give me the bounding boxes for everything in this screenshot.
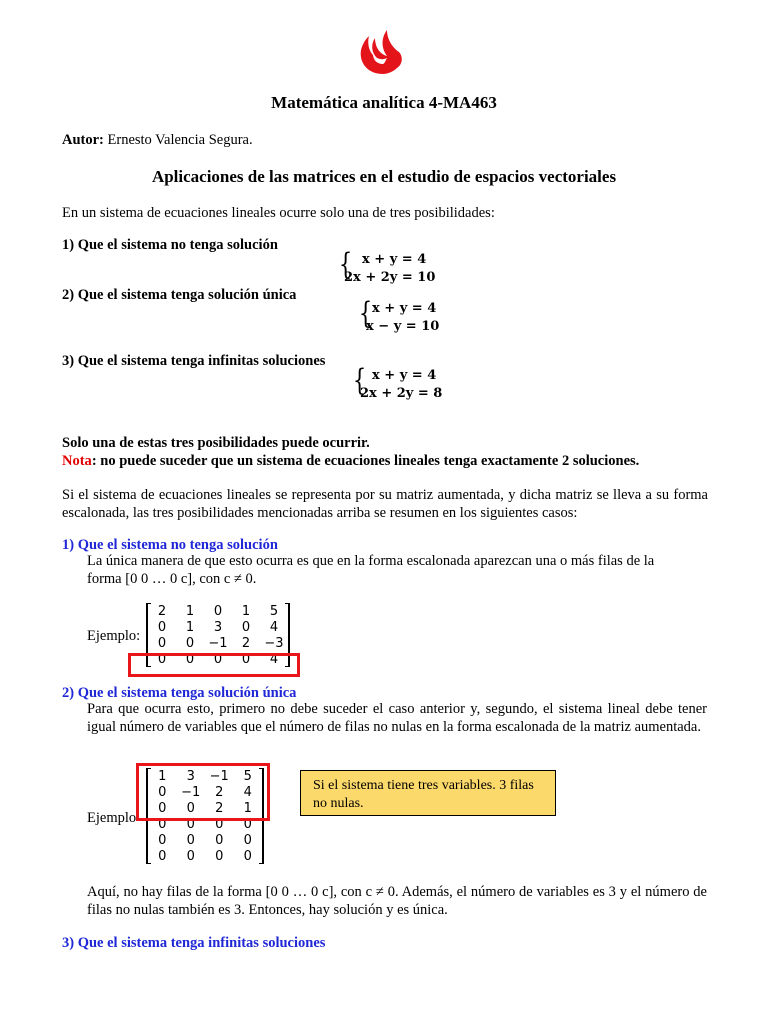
matrix-cell: 1 [243,800,252,816]
eq: x + y = 4 [372,301,437,316]
matrix-cell: 0 [186,848,195,864]
matrix-cell: 2 [215,800,224,816]
matrix-cell: −1 [208,635,228,651]
matrix-cell: 0 [158,816,167,832]
author-name: Ernesto Valencia Segura. [107,132,253,148]
nota-text: : no puede suceder que un sistema de ecuaciones lineales tenga exactamente 2 soluciones. [91,453,640,469]
matrix-cell: 0 [243,816,252,832]
matrix-cell: 0 [213,651,223,667]
matrix-row [148,619,288,635]
matrix-row [148,635,288,651]
matrix-cell: 0 [157,651,167,667]
note-box: Si el sistema tiene tres variables. 3 filas no nulas. [300,770,556,816]
matrix-cell: 3 [186,768,195,784]
section-2-heading: 2) Que el sistema tenga solución única [62,685,297,701]
eq: x + y = 4 [372,368,437,383]
matrix-cell: 0 [215,816,224,832]
author-line [62,131,253,149]
section-1-line: La única manera de que esto ocurra es que en la forma escalonada aparezcan una o más filas de la [87,553,655,569]
matrix-row [148,603,288,619]
matrix-cell: 0 [243,832,252,848]
matrix-cell: 0 [158,784,167,800]
case-3-label: 3) Que el sistema tenga infinitas soluciones [62,353,326,369]
nota-label: Nota [62,453,92,469]
eq: 2x + 2y = 10 [344,270,436,285]
matrix-cell: 4 [269,651,279,667]
matrix-row [148,848,262,864]
matrix-cell: 5 [243,768,252,784]
matrix-cell: 4 [243,784,252,800]
intro-text: En un sistema de ecuaciones lineales ocurre solo una de tres posibilidades: [62,205,495,221]
matrix-cell: 2 [157,603,167,619]
matrix-cell: 0 [186,800,195,816]
matrix-cell: −1 [181,784,201,800]
matrix-cell: 0 [157,619,167,635]
matrix-cell: 1 [158,768,167,784]
matrix-cell: 0 [157,635,167,651]
page-title: Matemática analítica 4-MA463 [271,93,497,112]
section-2-text: Para que ocurra esto, primero no debe suceder el caso anterior y, segundo, el sistema lineal debe tener igual número de variables que el número de filas no nulas en la forma escalonada de la matriz aumentada. [87,701,707,735]
upc-logo-icon [357,24,409,76]
case-2-label: 2) Que el sistema tenga solución única [62,287,297,303]
matrix-cell: 2 [241,635,251,651]
eq: x + y = 4 [362,252,427,267]
matrix-cell: 0 [158,800,167,816]
matrix-cell: 0 [241,619,251,635]
section-2-after: Aquí, no hay filas de la forma [0 0 … 0 c], con c ≠ 0. Además, el número de variables es 3 y el número de filas no nulas también es 3. Entonces, hay solución y es única. [87,884,707,918]
matrix-cell: −1 [209,768,229,784]
case-1-label: 1) Que el sistema no tenga solución [62,237,278,253]
only-one-text: Solo una de estas tres posibilidades puede ocurrir. [62,435,370,451]
matrix-cell: 0 [158,848,167,864]
matrix-cell: 1 [185,619,195,635]
matrix-cell: 1 [241,603,251,619]
matrix-cell: 5 [269,603,279,619]
matrix-cell: 0 [241,651,251,667]
eq: x − y = 10 [366,319,440,334]
matrix-cell: 0 [215,832,224,848]
section-1-forma: forma [0 0 … 0 c], con c ≠ 0. [87,571,257,587]
matrix-row [148,832,262,848]
matrix-cell: 0 [213,603,223,619]
example-label: Ejemplo: [87,628,141,644]
author-label: Autor: [62,132,104,148]
matrix-cell: 0 [186,832,195,848]
matrix-cell: 1 [185,603,195,619]
matrix-paragraph: Si el sistema de ecuaciones lineales se representa por su matriz aumentada, y dicha matriz se lleva a su forma escalonada, las tres posibilidades mencionadas arriba se resumen en los siguientes casos: [62,487,708,521]
highlight-box [136,763,270,821]
section-title: Aplicaciones de las matrices en el estudio de espacios vectoriales [151,167,617,186]
matrix-cell: −3 [264,635,284,651]
section-1-heading: 1) Que el sistema no tenga solución [62,537,278,553]
matrix-cell: 0 [243,848,252,864]
highlight-box [128,653,300,677]
example-label: Ejemplo [87,810,137,826]
matrix-cell: 0 [158,832,167,848]
brace-icon: { [338,247,353,282]
matrix-cell: 3 [213,619,223,635]
eq: 2x + 2y = 8 [360,386,443,401]
brace-icon: { [358,296,373,331]
nota-line [62,452,639,470]
matrix-cell: 0 [185,651,195,667]
matrix-cell: 0 [185,635,195,651]
section-3-heading: 3) Que el sistema tenga infinitas soluciones [62,935,326,951]
matrix-cell: 4 [269,619,279,635]
matrix-cell: 2 [215,784,224,800]
matrix-cell: 0 [215,848,224,864]
matrix-cell: 0 [186,816,195,832]
brace-icon: { [352,363,367,398]
